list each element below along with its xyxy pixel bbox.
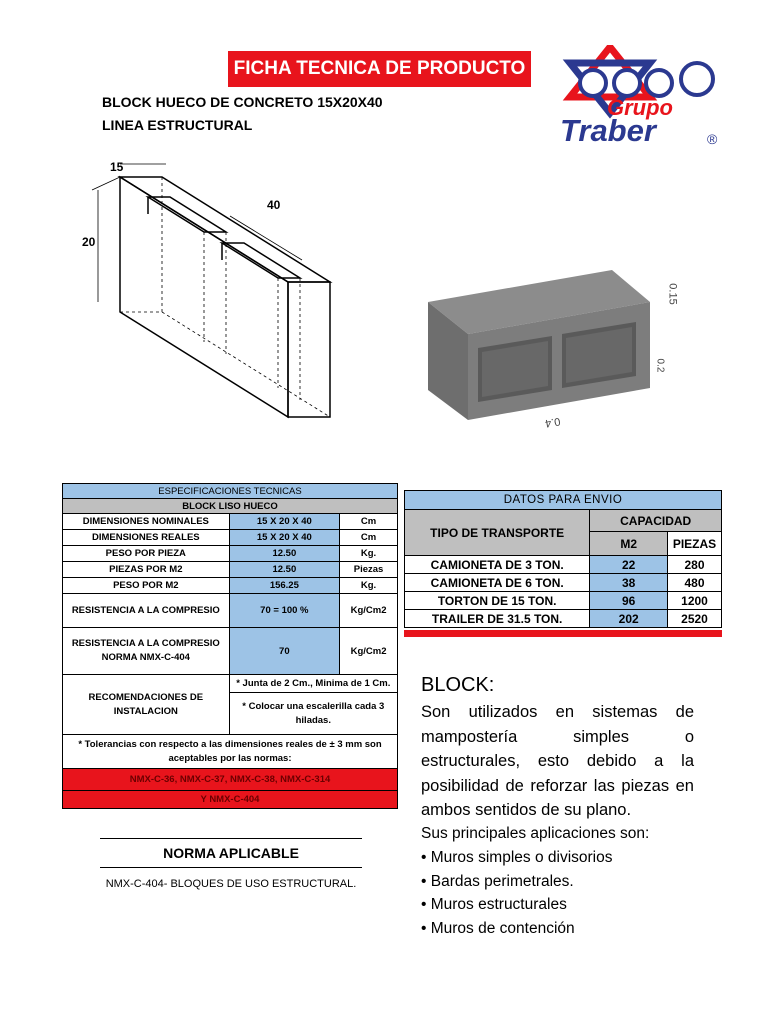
transporte-piezas: 280 bbox=[668, 556, 722, 574]
table-row bbox=[63, 514, 398, 530]
dimension-length-label: 40 bbox=[267, 198, 281, 212]
col-piezas: PIEZAS bbox=[668, 532, 722, 556]
logo-word-grupo: Grupo bbox=[607, 95, 673, 120]
transporte-m2: 38 bbox=[590, 574, 668, 592]
list-item: • Muros simples o divisorios bbox=[421, 849, 613, 866]
spec-table bbox=[62, 483, 398, 809]
resistencia-unit: Kg/Cm2 bbox=[340, 594, 398, 628]
document-title: FICHA TECNICA DE PRODUCTO bbox=[228, 51, 531, 87]
norma-title: NORMA APLICABLE bbox=[163, 845, 299, 861]
spec-value: 12.50 bbox=[229, 562, 340, 578]
spec-unit: Cm bbox=[340, 530, 398, 546]
resistencia-norma-label: RESISTENCIA A LA COMPRESIO NORMA NMX-C-404 bbox=[63, 628, 230, 675]
spec-unit: Kg. bbox=[340, 578, 398, 594]
table-row bbox=[63, 675, 398, 693]
table-row bbox=[63, 546, 398, 562]
table-row bbox=[63, 530, 398, 546]
spec-table-subheader: BLOCK LISO HUECO bbox=[63, 499, 398, 514]
transporte-piezas: 1200 bbox=[668, 592, 722, 610]
grupo-traber-logo bbox=[555, 45, 725, 150]
transporte-m2: 22 bbox=[590, 556, 668, 574]
resistencia-label: RESISTENCIA A LA COMPRESIO bbox=[63, 594, 230, 628]
transporte-tipo: TRAILER DE 31.5 TON. bbox=[405, 610, 590, 628]
table-row bbox=[63, 578, 398, 594]
spec-unit: Kg. bbox=[340, 546, 398, 562]
table-row bbox=[405, 592, 722, 610]
spec-value: 15 X 20 X 40 bbox=[229, 514, 340, 530]
list-item: • Muros de contención bbox=[421, 920, 575, 937]
render-dim-c: 0.2 bbox=[654, 358, 666, 373]
list-item: • Bardas perimetrales. bbox=[421, 873, 574, 890]
normas-line-2: Y NMX-C-404 bbox=[63, 791, 398, 809]
product-line: LINEA ESTRUCTURAL bbox=[102, 117, 253, 133]
envio-red-bar bbox=[404, 630, 722, 637]
applications-title: Sus principales aplicaciones son: bbox=[421, 825, 650, 842]
render-dim-b: 0.4 bbox=[544, 414, 562, 430]
spec-value: 12.50 bbox=[229, 546, 340, 562]
spec-label: DIMENSIONES NOMINALES bbox=[63, 514, 230, 530]
spec-label: PESO POR PIEZA bbox=[63, 546, 230, 562]
table-row bbox=[405, 556, 722, 574]
table-row bbox=[63, 562, 398, 578]
recomendaciones-label: RECOMENDACIONES DE INSTALACION bbox=[63, 675, 230, 735]
col-tipo-transporte: TIPO DE TRANSPORTE bbox=[405, 510, 590, 556]
dimension-height-label: 20 bbox=[82, 235, 96, 249]
spec-label: DIMENSIONES REALES bbox=[63, 530, 230, 546]
logo-word-traber: Traber bbox=[560, 113, 656, 148]
envio-table bbox=[404, 490, 722, 628]
norma-text: NMX-C-404- BLOQUES DE USO ESTRUCTURAL. bbox=[105, 878, 357, 890]
col-capacidad: CAPACIDAD bbox=[590, 510, 722, 532]
table-row bbox=[405, 574, 722, 592]
spec-value: 15 X 20 X 40 bbox=[229, 530, 340, 546]
col-m2: M2 bbox=[590, 532, 668, 556]
transporte-tipo: CAMIONETA DE 6 TON. bbox=[405, 574, 590, 592]
transporte-tipo: CAMIONETA DE 3 TON. bbox=[405, 556, 590, 574]
table-row bbox=[63, 628, 398, 675]
table-row bbox=[405, 610, 722, 628]
table-row bbox=[63, 791, 398, 809]
spec-value: 156.25 bbox=[229, 578, 340, 594]
spec-table-header: ESPECIFICACIONES TECNICAS bbox=[63, 484, 398, 499]
transporte-tipo: TORTON DE 15 TON. bbox=[405, 592, 590, 610]
block-paragraph: Son utilizados en sistemas de mampostería simples o estructurales, esto debido a la posibilidad de reforzar las piezas en ambos sentidos de su plano. bbox=[421, 703, 694, 819]
block-render-svg bbox=[400, 230, 700, 440]
table-row bbox=[63, 735, 398, 769]
spec-label: PIEZAS POR M2 bbox=[63, 562, 230, 578]
norma-divider-bottom bbox=[100, 867, 362, 868]
transporte-m2: 96 bbox=[590, 592, 668, 610]
spec-unit: Piezas bbox=[340, 562, 398, 578]
list-item: • Muros estructurales bbox=[421, 896, 567, 913]
resistencia-norma-unit: Kg/Cm2 bbox=[340, 628, 398, 675]
recomendacion-2: * Colocar una escalerilla cada 3 hiladas. bbox=[229, 693, 397, 735]
render-dim-a: 0.15 bbox=[666, 283, 679, 305]
product-name: BLOCK HUECO DE CONCRETO 15X20X40 bbox=[102, 94, 383, 110]
transporte-m2: 202 bbox=[590, 610, 668, 628]
transporte-piezas: 2520 bbox=[668, 610, 722, 628]
table-row bbox=[63, 769, 398, 791]
block-line-drawing bbox=[62, 142, 352, 427]
envio-header: DATOS PARA ENVIO bbox=[405, 491, 722, 510]
block-drawing-svg bbox=[62, 142, 352, 427]
norma-divider-top bbox=[100, 838, 362, 839]
spec-unit: Cm bbox=[340, 514, 398, 530]
recomendacion-1: * Junta de 2 Cm., Minima de 1 Cm. bbox=[229, 675, 397, 693]
spec-label: PESO POR M2 bbox=[63, 578, 230, 594]
tolerancias-note: * Tolerancias con respecto a las dimensiones reales de ± 3 mm son aceptables por las normas: bbox=[63, 735, 398, 769]
resistencia-norma-value: 70 bbox=[229, 628, 340, 675]
registered-mark: ® bbox=[707, 131, 718, 147]
block-heading: BLOCK: bbox=[421, 674, 495, 696]
block-3d-render bbox=[400, 230, 700, 440]
normas-line-1: NMX-C-36, NMX-C-37, NMX-C-38, NMX-C-314 bbox=[63, 769, 398, 791]
dimension-width-label: 15 bbox=[110, 160, 124, 174]
table-row bbox=[63, 594, 398, 628]
transporte-piezas: 480 bbox=[668, 574, 722, 592]
resistencia-value: 70 = 100 % bbox=[229, 594, 340, 628]
